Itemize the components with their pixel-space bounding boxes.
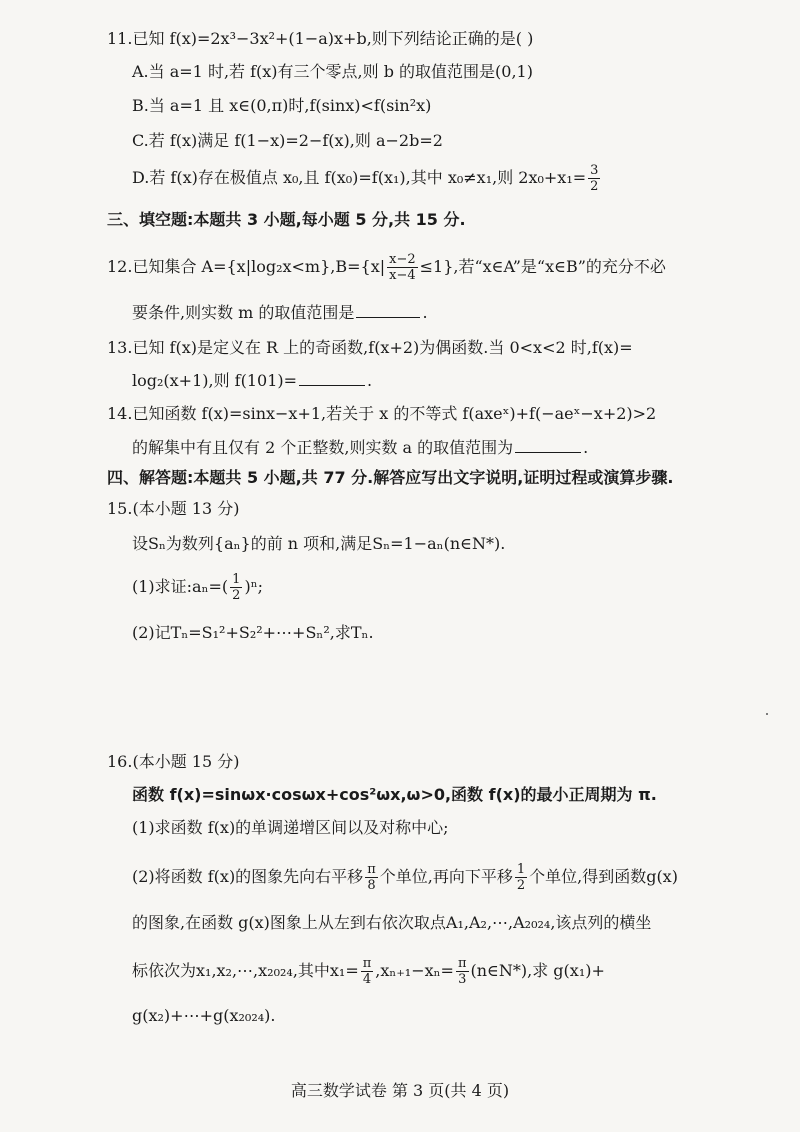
q15-part2: (2)记Tₙ=S₁²+S₂²+⋯+Sₙ²,求Tₙ. [132, 623, 374, 642]
fraction-pi-over-4: $\frac{\pi}{4}$ [362, 956, 372, 987]
page-footer: 高三数学试卷 第 3 页(共 4 页) [290, 1081, 510, 1100]
q12-line2: 要条件,则实数 m 的取值范围是 . [132, 303, 428, 322]
q11-option-c: C.若 f(x)满足 f(1−x)=2−f(x),则 a−2b=2 [132, 131, 443, 150]
q16-part2-line3: 标依次为x₁,x₂,⋯,x₂₀₂₄,其中x₁= $\frac{\pi}{4}$ ,xₙ₊₁−xₙ= $\frac{\pi}{3}$ (n∈N*),求 g(x₁)+ [132, 956, 605, 987]
q11-stem: 11.已知 f(x)=2x³−3x²+(1−a)x+b,则下列结论正确的是( ) [107, 29, 534, 48]
fraction-three-halves: $\frac{3}{2}$ [590, 163, 599, 194]
q14-line1: 14.已知函数 f(x)=sinx−x+1,若关于 x 的不等式 f(axeˣ)+f(−aeˣ−x+2)>2 [107, 404, 657, 423]
q15-part1: (1)求证:aₙ=( $\frac{1}{2}$ )ⁿ; [132, 572, 264, 603]
q13-answer-blank[interactable] [299, 369, 365, 386]
fraction-pi-over-3: $\frac{\pi}{3}$ [457, 956, 467, 987]
fraction-one-half: $\frac{1}{2}$ [232, 572, 241, 603]
q16-part2-line1: (2)将函数 f(x)的图象先向右平移 $\frac{\pi}{8}$ 个单位,再向下平移 $\frac{1}{2}$ 个单位,得到函数g(x) [132, 862, 678, 893]
q16-intro: 函数 f(x)=sinωx·cosωx+cos²ωx,ω>0,函数 f(x)的最小正周期为 π. [132, 785, 657, 804]
section-fill-in-title: 三、填空题:本题共 3 小题,每小题 5 分,共 15 分. [107, 210, 466, 229]
q15-intro: 设Sₙ为数列{aₙ}的前 n 项和,满足Sₙ=1−aₙ(n∈N*). [132, 534, 506, 553]
q11-option-d-text: D.若 f(x)存在极值点 x₀,且 f(x₀)=f(x₁),其中 x₀≠x₁,则 2x₀+x₁= [132, 168, 587, 187]
q15-heading: 15.(本小题 13 分) [107, 499, 240, 518]
scan-speck [766, 713, 768, 715]
q11-option-a: A.当 a=1 时,若 f(x)有三个零点,则 b 的取值范围是(0,1) [132, 62, 533, 81]
q12-answer-blank[interactable] [356, 301, 420, 318]
q14-answer-blank[interactable] [515, 436, 581, 453]
q16-part2-line2: 的图象,在函数 g(x)图象上从左到右依次取点A₁,A₂,⋯,A₂₀₂₄,该点列的横坐 [132, 913, 652, 932]
q13-line2: log₂(x+1),则 f(101)= . [132, 371, 373, 390]
q16-heading: 16.(本小题 15 分) [107, 752, 240, 771]
fraction-pi-over-8: $\frac{\pi}{8}$ [367, 862, 376, 893]
q11-option-d [132, 163, 602, 194]
q11-option-b: B.当 a=1 且 x∈(0,π)时,f(sinx)<f(sin²x) [132, 96, 432, 115]
q12-fraction: $\frac{x-2}{x-4}$ [389, 252, 416, 283]
q14-line2: 的解集中有且仅有 2 个正整数,则实数 a 的取值范围为 . [132, 438, 589, 457]
section-answer-title: 四、解答题:本题共 5 小题,共 77 分.解答应写出文字说明,证明过程或演算步骤. [107, 468, 674, 487]
q12-line1: 12.已知集合 A={x|log₂x<m},B={x| $\frac{x-2}{x-4}$ ≤1},若“x∈A”是“x∈B”的充分不必 [107, 252, 666, 283]
fraction-one-half-shift: $\frac{1}{2}$ [516, 862, 526, 893]
q13-line1: 13.已知 f(x)是定义在 R 上的奇函数,f(x+2)为偶函数.当 0<x<2 时,f(x)= [107, 338, 633, 357]
q16-part1: (1)求函数 f(x)的单调递增区间以及对称中心; [132, 818, 449, 837]
q16-part2-line4: g(x₂)+⋯+g(x₂₀₂₄). [132, 1006, 276, 1025]
